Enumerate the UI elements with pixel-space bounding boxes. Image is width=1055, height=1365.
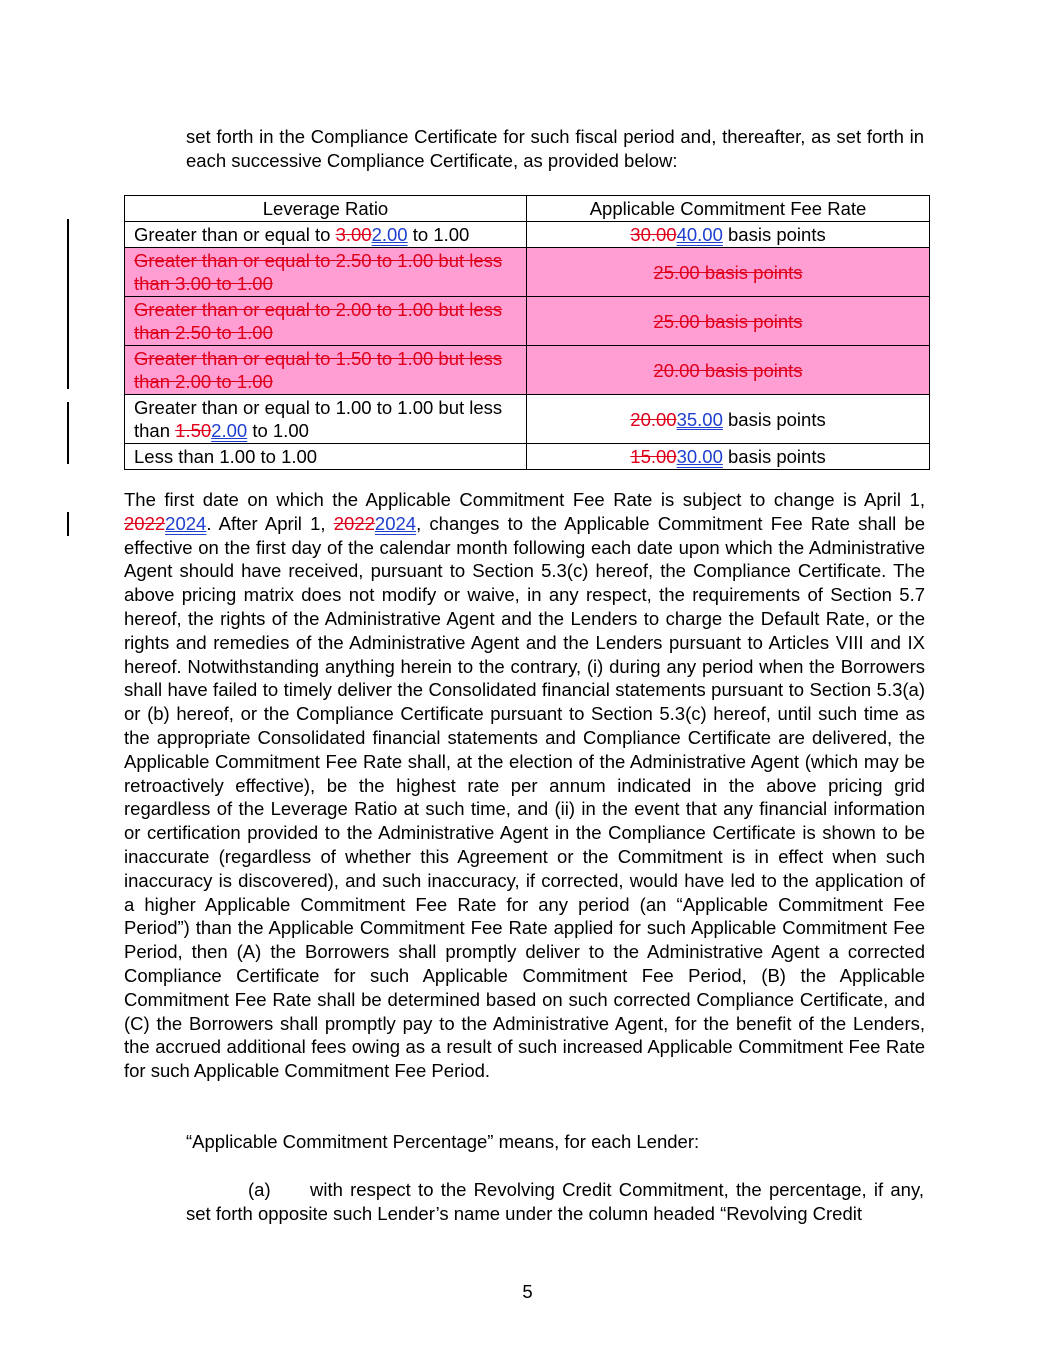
ratio-cell	[125, 346, 527, 395]
table-row	[125, 395, 930, 444]
deleted-text: 2022	[124, 512, 166, 534]
page-number: 5	[522, 1281, 533, 1302]
deleted-table-row	[125, 346, 930, 395]
ratio-text: Greater than or equal to 1.00 to 1.00 but less than	[134, 397, 503, 441]
fee-cell	[527, 395, 930, 444]
ratio-text: Greater than or equal to	[134, 224, 336, 245]
fee-cell	[527, 222, 930, 248]
fee-cell	[527, 248, 930, 297]
ratio-cell	[125, 248, 527, 297]
item-label: (a)	[248, 1179, 271, 1200]
table-row	[125, 222, 930, 248]
deleted-text: 30.00	[630, 224, 677, 245]
fee-text: basis points	[722, 224, 826, 245]
inserted-text: 2024	[165, 512, 207, 534]
deleted-text: 2022	[333, 512, 375, 534]
inserted-text: 30.00	[676, 446, 723, 467]
ratio-cell	[125, 297, 527, 346]
change-bar	[67, 402, 69, 464]
item-text: with respect to the Revolving Credit Commitment, the percentage, if any, set forth opposite such Lender’s name under the column headed “Revolving Credit	[186, 1179, 924, 1224]
header-leverage-ratio: Leverage Ratio	[125, 196, 527, 222]
fee-cell	[527, 346, 930, 395]
body-paragraph	[124, 488, 925, 1083]
deleted-text: 25.00 basis points	[653, 310, 803, 332]
deleted-text: 3.00	[335, 224, 372, 245]
deleted-text: 20.00 basis points	[653, 359, 803, 381]
inserted-text: 2.00	[211, 420, 248, 441]
inserted-text: 35.00	[676, 408, 723, 430]
deleted-table-row	[125, 297, 930, 346]
change-bar	[67, 219, 69, 389]
inserted-text: 2024	[374, 512, 417, 534]
fee-text: basis points	[722, 446, 826, 467]
ratio-text: to 1.00	[247, 420, 309, 441]
deleted-text: 1.50	[175, 420, 212, 441]
deleted-table-row	[125, 248, 930, 297]
deleted-text: Greater than or equal to 2.00 to 1.00 but less than 2.50 to 1.00	[134, 299, 503, 343]
change-bar	[67, 512, 69, 536]
fee-cell	[527, 297, 930, 346]
inserted-text: 2.00	[371, 224, 408, 245]
ratio-cell: Less than 1.00 to 1.00	[125, 444, 527, 470]
paragraph-text: . After April 1,	[206, 512, 334, 534]
deleted-text: Greater than or equal to 2.50 to 1.00 but less than 3.00 to 1.00	[134, 250, 503, 294]
table-row	[125, 444, 930, 470]
intro-text: set forth in the Compliance Certificate for such fiscal period and, thereafter, as set forth in each successive Compliance Certificate, as provided below:	[186, 126, 924, 171]
paragraph-text: The first date on which the Applicable Commitment Fee Rate is subject to change is April 1,	[124, 489, 925, 510]
pricing-grid-table	[124, 195, 930, 470]
fee-text: basis points	[722, 408, 826, 430]
deleted-text: 15.00	[630, 446, 677, 467]
ratio-cell	[125, 222, 527, 248]
header-fee-rate: Applicable Commitment Fee Rate	[527, 196, 930, 222]
ratio-text: to 1.00	[407, 224, 470, 245]
list-item	[186, 1178, 924, 1226]
definition-heading: “Applicable Commitment Percentage” means, for each Lender:	[186, 1131, 700, 1152]
deleted-text: 25.00 basis points	[653, 261, 803, 283]
paragraph-text: , changes to the Applicable Commitment Fee Rate shall be effective on the first day of the calendar month following each date upon which the Administrative Agent should have received, pursuant to Section 5.3(c) hereof, the Compliance Certificate. The above pricing matrix does not modify or waive, in any respect, the requirements of Section 5.7 hereof, the rights of the Administrative Agent and the Lenders to charge the Default Rate, or the rights and remedies of the Administrative Agent and the Lenders pursuant to Articles VIII and IX hereof. Notwithstanding anything herein to the contrary, (i) during any period when the Borrowers shall have failed to timely deliver the Consolidated financial statements pursuant to Section 5.3(a) or (b) hereof, or the Compliance Certificate pursuant to Section 5.3(c) hereof, until such time as the appropriate Consolidated financial statements and Compliance Certificate are delivered, the Applicable Commitment Fee Rate shall, at the election of the Administrative Agent (which may be retroactively effective), be the highest rate per annum indicated in the above pricing grid regardless of the Leverage Ratio at such time, and (ii) in the event that any financial information or certification provided to the Administrative Agent in the Compliance Certificate is shown to be inaccurate (regardless of whether this Agreement or the Commitment is in effect when such inaccuracy is discovered), and such inaccuracy, if corrected, would have led to the application of a higher Applicable Commitment Fee Rate for any period (an “Applicable Commitment Fee Period”) than the Applicable Commitment Fee Rate applied for such Applicable Commitment Fee Period, then (A) the Borrowers shall promptly deliver to the Administrative Agent a corrected Compliance Certificate for such Applicable Commitment Fee Period, (B) the Applicable Commitment Fee Rate shall be determined based on such corrected Compliance Certificate, and (C) the Borrowers shall promptly pay to the Administrative Agent, for the benefit of the Lenders, the accrued additional fees owing as a result of such increased Applicable Commitment Fee Rate for such Applicable Commitment Fee Period.	[124, 512, 925, 1082]
deleted-text: 20.00	[630, 408, 677, 430]
deleted-text: Greater than or equal to 1.50 to 1.00 but less than 2.00 to 1.00	[134, 348, 503, 392]
table-header-row	[125, 196, 930, 222]
fee-cell	[527, 444, 930, 470]
ratio-cell	[125, 395, 527, 444]
inserted-text: 40.00	[676, 224, 723, 245]
